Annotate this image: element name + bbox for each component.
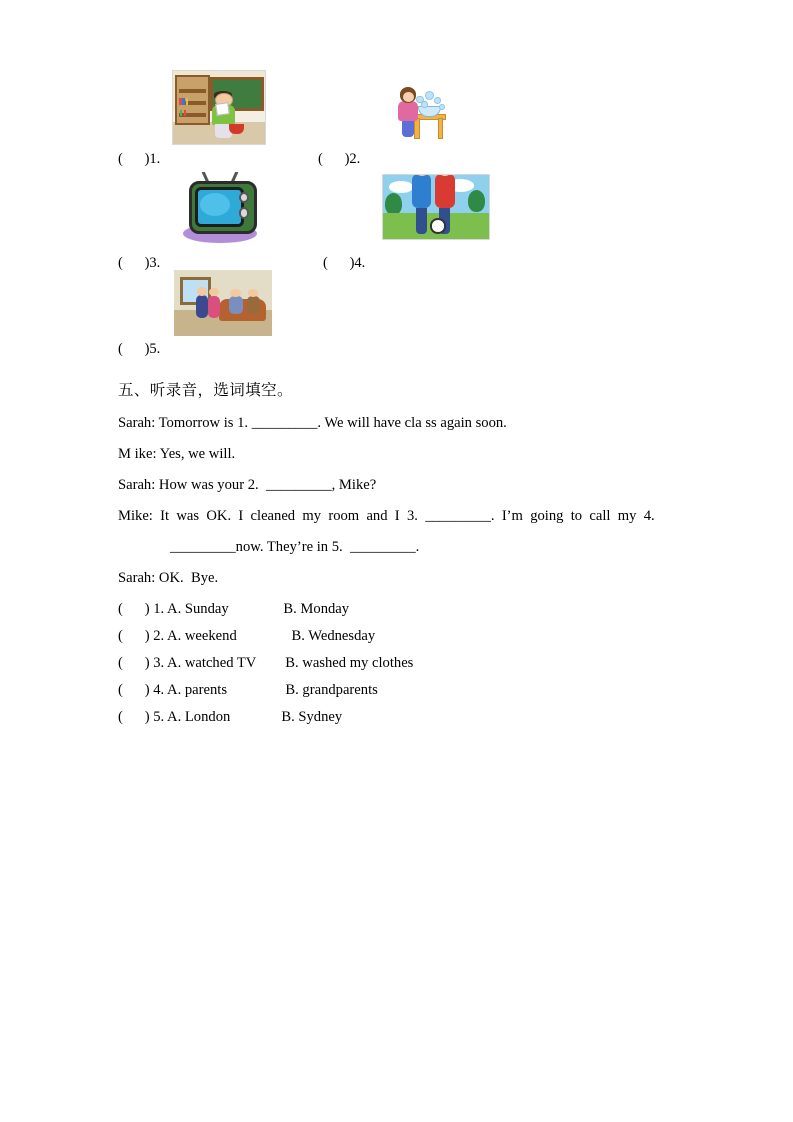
question-option-5[interactable]: ( ) 5. A. London B. Sydney	[118, 709, 343, 725]
illustration-girl-washing-clothes	[383, 84, 447, 142]
illustration-family-visit	[174, 270, 272, 336]
question-option-1[interactable]: ( ) 1. A. Sunday B. Monday	[118, 601, 350, 617]
kid-left	[415, 208, 429, 234]
picture-row-2	[118, 172, 693, 270]
picture-1	[172, 70, 266, 145]
illustration-two-boys-outdoors	[383, 175, 489, 239]
dialogue-line-5: _________now. They’re in 5. _________.	[170, 539, 420, 555]
answer-blank-4[interactable]: ( )4.	[323, 255, 366, 271]
picture-5	[174, 270, 272, 336]
dialogue-line-4: Mike: It was OK. I cleaned my room and I 3. _________. I’m going to call my 4.	[118, 508, 655, 524]
answer-blank-2[interactable]: ( )2.	[318, 151, 361, 167]
dialogue-line-2: M ike: Yes, we will.	[118, 446, 236, 462]
picture-slot-5	[174, 270, 272, 336]
dialogue-line-1: Sarah: Tomorrow is 1. _________. We will have cla ss again soon.	[118, 415, 507, 431]
answer-blank-3[interactable]: ( )3.	[118, 255, 161, 271]
picture-slot-2	[383, 84, 447, 142]
dialogue-line-3: Sarah: How was your 2. _________, Mike?	[118, 477, 377, 493]
illustration-television	[178, 172, 262, 248]
picture-slot-3	[178, 172, 262, 248]
picture-3	[178, 172, 262, 248]
question-option-4[interactable]: ( ) 4. A. parents B. grandparents	[118, 682, 378, 698]
answer-blank-5[interactable]: ( )5.	[118, 341, 161, 357]
illustration-boy-with-books	[173, 71, 265, 144]
picture-row-3	[118, 270, 693, 362]
picture-slot-4	[382, 174, 490, 240]
picture-slot-1	[172, 70, 266, 145]
question-option-3[interactable]: ( ) 3. A. watched TV B. washed my clothes	[118, 655, 414, 671]
picture-2	[383, 84, 447, 142]
dialogue-line-6: Sarah: OK. Bye.	[118, 570, 219, 586]
picture-row-1	[118, 70, 693, 166]
section-five-title: 五、听录音，选词填空。	[118, 381, 293, 399]
answer-blank-1[interactable]: ( )1.	[118, 151, 161, 167]
question-option-2[interactable]: ( ) 2. A. weekend B. Wednesday	[118, 628, 376, 644]
picture-4	[382, 174, 490, 240]
